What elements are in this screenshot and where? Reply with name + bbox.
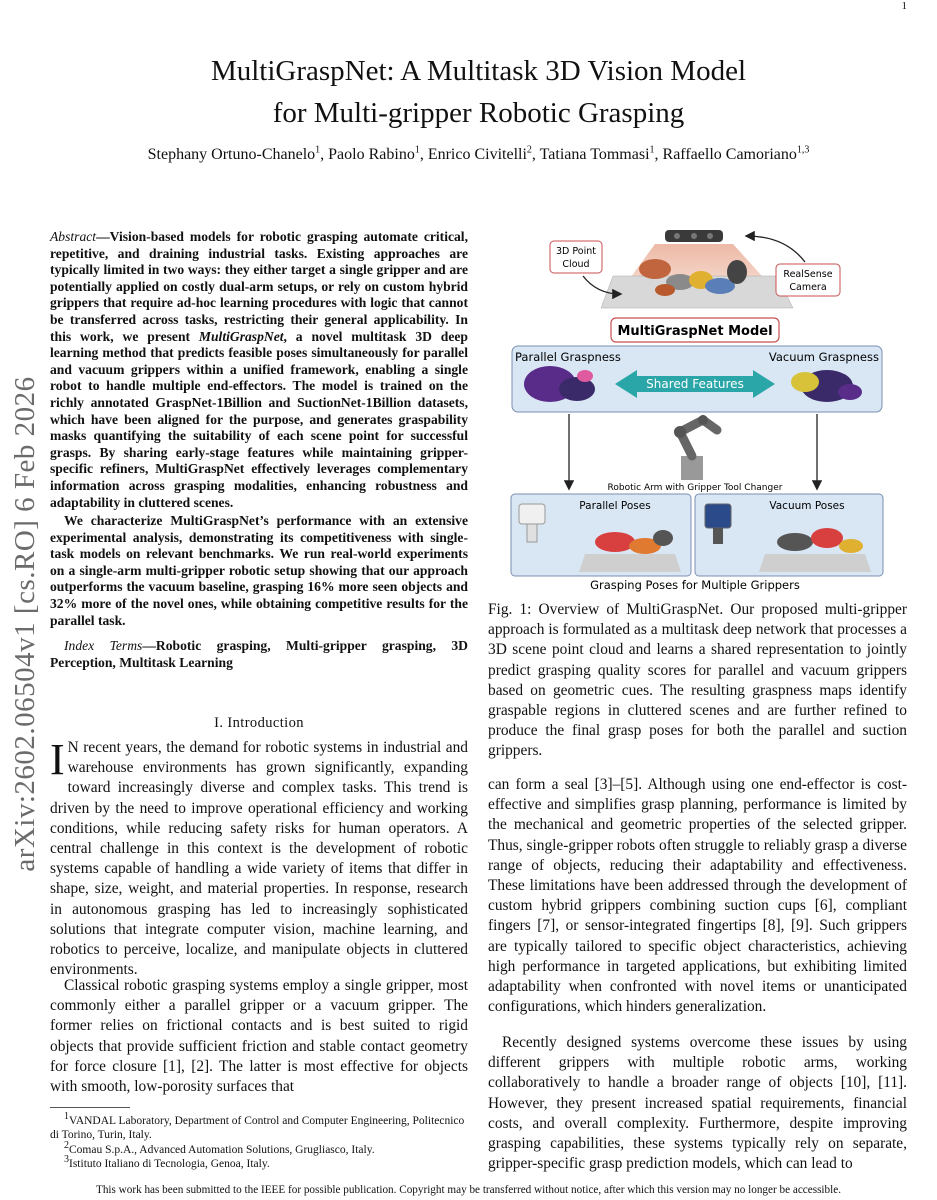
vacuum-graspness-label: Vacuum Graspness (768, 350, 879, 364)
abstract-label: Abstract (50, 229, 97, 244)
author-list (60, 146, 897, 164)
point-cloud-label: 3D Point (556, 246, 596, 257)
abstract-paragraph-1: Abstract—Vision-based models for robotic grasping automate critical, repetitive, and draining industrial tasks. Existing approaches are typically limited in two ways: they either target a single gripper and are potentially applied on costly dual-arm setups, or rely on custom hybrid grippers that require ad-hoc learning procedures with logic that cannot be transferred across tasks, restricting their general applicability. In this work, we present MultiGraspNet, a novel multitask 3D deep learning method that predicts feasible poses simultaneously for parallel and vacuum grippers within a unified framework, enabling a single robot to handle multiple end-effectors. The model is trained on the richly annotated GraspNet-1Billion and SuctionNet-1Billion datasets, which have been aligned for the purpose, and generates graspability masks quantifying the suitability of each scene point for successful grasps. By sharing early-stage features while maintaining gripper-specific refiners, MultiGraspNet effectively leverages complementary information across grasping modalities, enhancing robustness and adaptability in cluttered scenes. (50, 229, 468, 510)
footnote: $^2$Comau S.p.A., Advanced Automation Solutions, Grugliasco, Italy. (64, 1139, 375, 1156)
copyright-notice: This work has been submitted to the IEEE for possible publication. Copyright may be transferred without notice, after which this version may no longer be accessible. (95, 1184, 842, 1196)
index-terms-label: Index Terms (64, 638, 143, 654)
shared-features-label: Shared Features (646, 377, 744, 391)
vacuum-gripper-icon (705, 504, 731, 528)
abstract (50, 229, 468, 671)
author: Enrico Civitelli$^2$, (427, 144, 540, 163)
author: Tatiana Tommasi$^1$, (539, 144, 663, 163)
drop-cap: I (50, 735, 65, 784)
footnote: $^1$VANDAL Laboratory, Department of Control and Computer Engineering, Politecnico di Torino, Turin, Italy. (50, 1111, 465, 1142)
author: Paolo Rabino$^1$, (328, 144, 428, 163)
footnotes (50, 1111, 468, 1171)
author: Stephany Ortuno-Chanelo$^1$, (147, 144, 329, 163)
parallel-poses-label: Parallel Poses (579, 500, 651, 512)
robotic-arm-illustration (674, 415, 717, 480)
abstract-paragraph-2: We characterize MultiGraspNet’s performance with an extensive experimental analysis, demonstrating its competitiveness with single-task models on relevant benchmarks. We run real-world experiments on a single-arm multi-gripper robotic setup showing that our approach outperforms the vacuum baseline, grasping 16% more seen objects and 32% more of the novel ones, while obtaining competitive results for the parallel task. (50, 513, 468, 628)
right-paragraph-2: Recently designed systems overcome these issues by using different grippers with multiple robotic arms, working collaboratively to handle a broader range of objects [10], [11]. However, they present increased spatial requirements, financial costs, and overall complexity. Furthermore, despite improving grasping capabilities, these systems typically rely on separate, gripper-specific grasp prediction models, which can lead to (488, 1034, 907, 1173)
footnote: $^3$Istituto Italiano di Tecnologia, Genoa, Italy. (64, 1154, 270, 1170)
parallel-graspness-map (524, 366, 595, 402)
camera-label: RealSense (783, 269, 833, 280)
model-label: MultiGraspNet Model (617, 324, 773, 339)
intro-paragraph-2: Classical robotic grasping systems employ a single gripper, most commonly either a parallel gripper or a vacuum gripper. The former relies on frictional contacts and is best suited to rigid objects that provide sufficient friction and stable contact geometry for force closure [1], [2]. The latter is most effective for objects with smooth, low-porosity surfaces that (50, 977, 468, 1096)
right-paragraph-1: can form a seal [3]–[5]. Although using one end-effector is cost-effective and simplifies grasp planning, performance is limited by the mechanical and geometric properties of the selected gripper. Thus, single-gripper robots often struggle to reliably grasp a diverse range of objects, reducing their adaptability and effectiveness. These limitations have been addressed through the development of custom hybrid grippers combining suction cups [6], compliant fingers [7], or sensor-integrated fingertips [8], [9]. Such grippers are typically tailored to specific object characteristics, achieving high performance in targeted applications, but exhibiting limited adaptability when confronted with novel items or unanticipated configurations, which hinders generalization. (488, 776, 907, 1016)
title-line-2: for Multi-gripper Robotic Grasping (272, 97, 685, 129)
point-cloud-label: Cloud (562, 259, 590, 270)
page-number: 1 (901, 0, 907, 12)
paper-title (60, 50, 897, 134)
intro-paragraph-1: I N recent years, the demand for robotic systems in industrial and warehouse environments has grown significantly, expanding toward increasingly diverse and complex tasks. This trend is driven by the need to improve operational efficiency and working conditions, while reducing safety risks for human operators. A central challenge in this context is the development of robotic systems capable of handling a wide variety of items that differ in shape, size, weight, and material properties. In response, research in autonomous grasping has led to increasingly sophisticated solutions that integrate computer vision, machine learning, and robotics to perceive, localize, and manipulate objects in cluttered environments. (50, 735, 468, 979)
robot-arm-label: Robotic Arm with Gripper Tool Changer (607, 483, 783, 493)
parallel-graspness-label: Parallel Graspness (515, 350, 621, 364)
figure-1-caption: Fig. 1: Overview of MultiGraspNet. Our proposed multi-gripper approach is formulated as a multitask deep network that processes a 3D scene point cloud and learns a shared representation to jointly predict grasping quality scores for parallel and vacuum grippers based on geometric cues. The resulting graspness maps identify graspable regions in cluttered scenes and are further refined to produce the final grasp poses for both the parallel and suction grippers. (488, 601, 907, 760)
parallel-gripper-icon (519, 504, 545, 524)
figure-1-overview (505, 224, 905, 594)
camera-label: Camera (789, 282, 827, 293)
section-heading-introduction: I. Introduction (214, 715, 304, 731)
method-name: MultiGraspNet (198, 328, 284, 344)
index-terms: Index Terms—Robotic grasping, Multi-gripper grasping, 3D Perception, Multitask Learning (50, 638, 468, 670)
arxiv-identifier[interactable]: arXiv:2602.06504v1 [cs.RO] 6 Feb 2026 (9, 376, 41, 872)
author: Raffaello Camoriano$^{1,3}$ (662, 144, 810, 163)
vacuum-poses-label: Vacuum Poses (769, 500, 845, 512)
footnote-rule (50, 1107, 130, 1108)
figure-bottom-label: Grasping Poses for Multiple Grippers (590, 578, 800, 592)
title-line-1: MultiGraspNet: A Multitask 3D Vision Model (210, 55, 747, 87)
